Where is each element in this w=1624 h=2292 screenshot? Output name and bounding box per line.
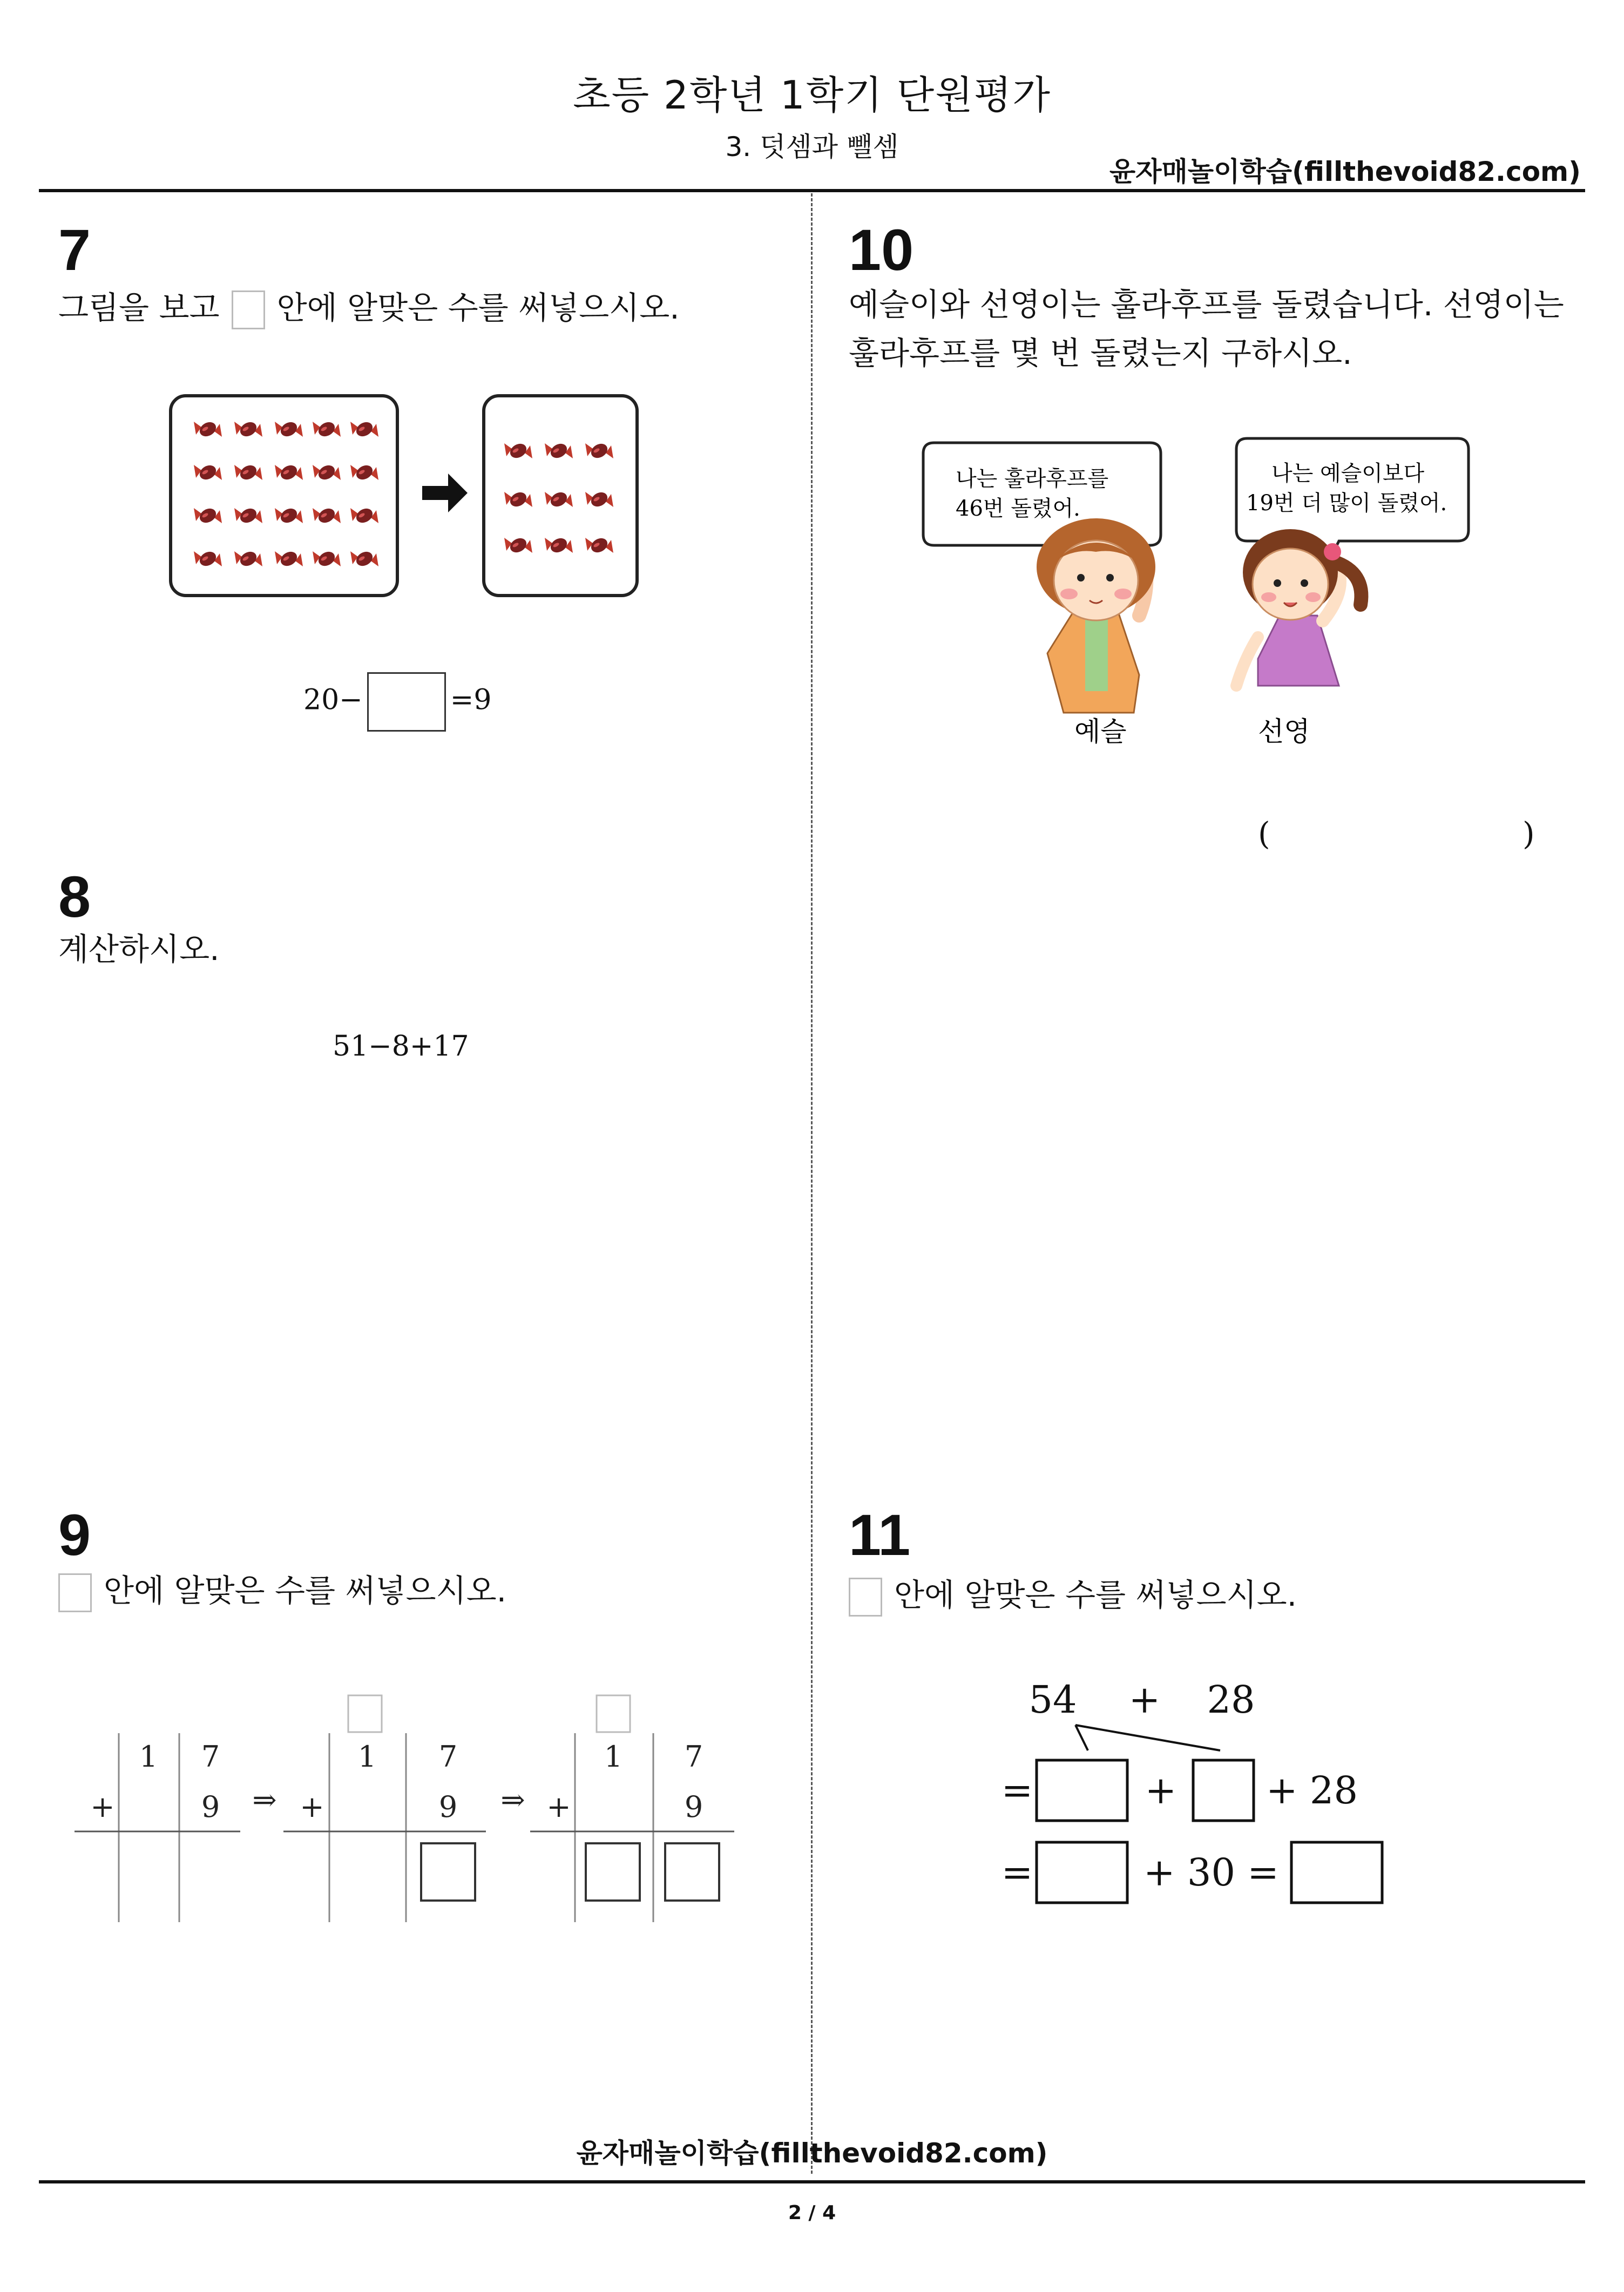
question-10-prompt-line2: 훌라후프를 몇 번 돌렸는지 구하시오. bbox=[849, 335, 1352, 371]
candy-illustration bbox=[167, 391, 642, 602]
step3-tens-top: 1 bbox=[604, 1740, 623, 1774]
step3-ones-top: 7 bbox=[684, 1740, 703, 1774]
top-rule bbox=[39, 189, 1585, 192]
step3-ones-answer-box[interactable] bbox=[665, 1843, 719, 1901]
q11-row3-mid: + 30 = bbox=[1143, 1850, 1279, 1895]
q11-box-row3-result[interactable] bbox=[1291, 1842, 1382, 1903]
question-10-prompt-line1: 예슬이와 선영이는 훌라후프를 돌렸습니다. 선영이는 bbox=[849, 286, 1564, 323]
question-9-text: 안에 알맞은 수를 써넣으시오. bbox=[104, 1572, 507, 1609]
answer-paren-close: ) bbox=[1522, 815, 1535, 852]
question-7-equation bbox=[303, 672, 491, 732]
question-10-answer-area[interactable] bbox=[1285, 810, 1512, 858]
question-7-inline-box bbox=[232, 290, 265, 329]
site-credit-top: 윤자매놀이학습(fillthevoid82.com) bbox=[1109, 156, 1581, 187]
question-9-prompt bbox=[58, 1566, 506, 1615]
question-11-inline-box bbox=[849, 1578, 882, 1617]
page-title: 초등 2학년 1학기 단원평가 bbox=[573, 72, 1051, 118]
answer-paren-open: ( bbox=[1258, 815, 1270, 852]
question-7-prompt bbox=[58, 283, 680, 333]
question-7-answer-box[interactable] bbox=[367, 672, 446, 732]
step3-tens-answer-box[interactable] bbox=[586, 1843, 640, 1901]
step2-ones-answer-box[interactable] bbox=[421, 1843, 475, 1901]
girl-yeseul-figure bbox=[1037, 518, 1155, 713]
step2-carry-box[interactable] bbox=[348, 1695, 382, 1732]
bubble-1-line2: 46번 돌렸어. bbox=[956, 496, 1080, 521]
bubble-2-line2: 19번 더 많이 돌렸어. bbox=[1246, 491, 1447, 516]
question-7-eq-right: =9 bbox=[450, 684, 492, 716]
page-subtitle: 3. 덧셈과 뺄셈 bbox=[725, 131, 899, 163]
question-11-number: 11 bbox=[849, 1502, 911, 1567]
question-11-text: 안에 알맞은 수를 써넣으시오. bbox=[894, 1577, 1297, 1613]
arrow-right-icon bbox=[422, 474, 468, 512]
question-8-number: 8 bbox=[58, 864, 91, 929]
question-7-text-after: 안에 알맞은 수를 써넣으시오. bbox=[276, 289, 680, 326]
step1-arrow: ⇒ bbox=[252, 1783, 277, 1817]
q11-row3-eq: = bbox=[1001, 1850, 1033, 1895]
site-credit-bottom: 윤자매놀이학습(fillthevoid82.com) bbox=[576, 2138, 1048, 2169]
q11-top-a: 54 bbox=[1028, 1678, 1077, 1722]
decomposition-diagram bbox=[993, 1668, 1415, 1911]
question-7-number: 7 bbox=[58, 217, 91, 282]
q11-top-b: 28 bbox=[1207, 1678, 1255, 1722]
step3-plus: + bbox=[546, 1790, 571, 1824]
question-11-prompt bbox=[849, 1570, 1297, 1620]
question-9-number: 9 bbox=[58, 1502, 91, 1567]
step2-tens-top: 1 bbox=[357, 1740, 377, 1774]
bubble-1-line1: 나는 훌라후프를 bbox=[956, 466, 1109, 491]
q11-row2-eq: = bbox=[1001, 1768, 1033, 1813]
column-divider bbox=[811, 193, 813, 2174]
bottom-rule bbox=[39, 2180, 1585, 2183]
q11-row2-plus: + bbox=[1145, 1768, 1177, 1813]
step1-plus: + bbox=[90, 1790, 115, 1824]
question-7-text-before: 그림을 보고 bbox=[58, 289, 220, 326]
q11-row2-tail: + 28 bbox=[1266, 1768, 1358, 1813]
q11-top-op: + bbox=[1128, 1678, 1161, 1722]
step1-ones-top: 7 bbox=[201, 1740, 220, 1774]
step3-carry-box[interactable] bbox=[597, 1695, 630, 1732]
step1-tens-top: 1 bbox=[139, 1740, 158, 1774]
q11-box-row3-left[interactable] bbox=[1037, 1842, 1127, 1903]
question-9-inline-box bbox=[58, 1573, 92, 1612]
question-8-prompt: 계산하시오. bbox=[58, 931, 220, 968]
page-number: 2 / 4 bbox=[788, 2202, 836, 2224]
step2-ones-bottom: 9 bbox=[438, 1790, 458, 1824]
q11-box-row2-right[interactable] bbox=[1193, 1760, 1254, 1821]
q11-box-row2-left[interactable] bbox=[1037, 1760, 1127, 1821]
question-8-expression: 51−8+17 bbox=[333, 1030, 469, 1063]
step3-ones-bottom: 9 bbox=[684, 1790, 703, 1824]
girl-seonyoung-figure bbox=[1236, 529, 1361, 686]
step1-ones-bottom: 9 bbox=[201, 1790, 220, 1824]
step2-arrow: ⇒ bbox=[500, 1783, 525, 1817]
bubble-2-line1: 나는 예슬이보다 bbox=[1271, 461, 1425, 486]
step2-plus: + bbox=[300, 1790, 324, 1824]
hula-hoop-illustration bbox=[912, 432, 1479, 756]
column-addition-diagram bbox=[65, 1679, 740, 1928]
question-10-number: 10 bbox=[849, 217, 914, 282]
step2-ones-top: 7 bbox=[438, 1740, 458, 1774]
question-7-eq-left: 20− bbox=[303, 684, 363, 716]
name-seonyoung: 선영 bbox=[1258, 716, 1310, 747]
name-yeseul: 예슬 bbox=[1074, 716, 1127, 747]
